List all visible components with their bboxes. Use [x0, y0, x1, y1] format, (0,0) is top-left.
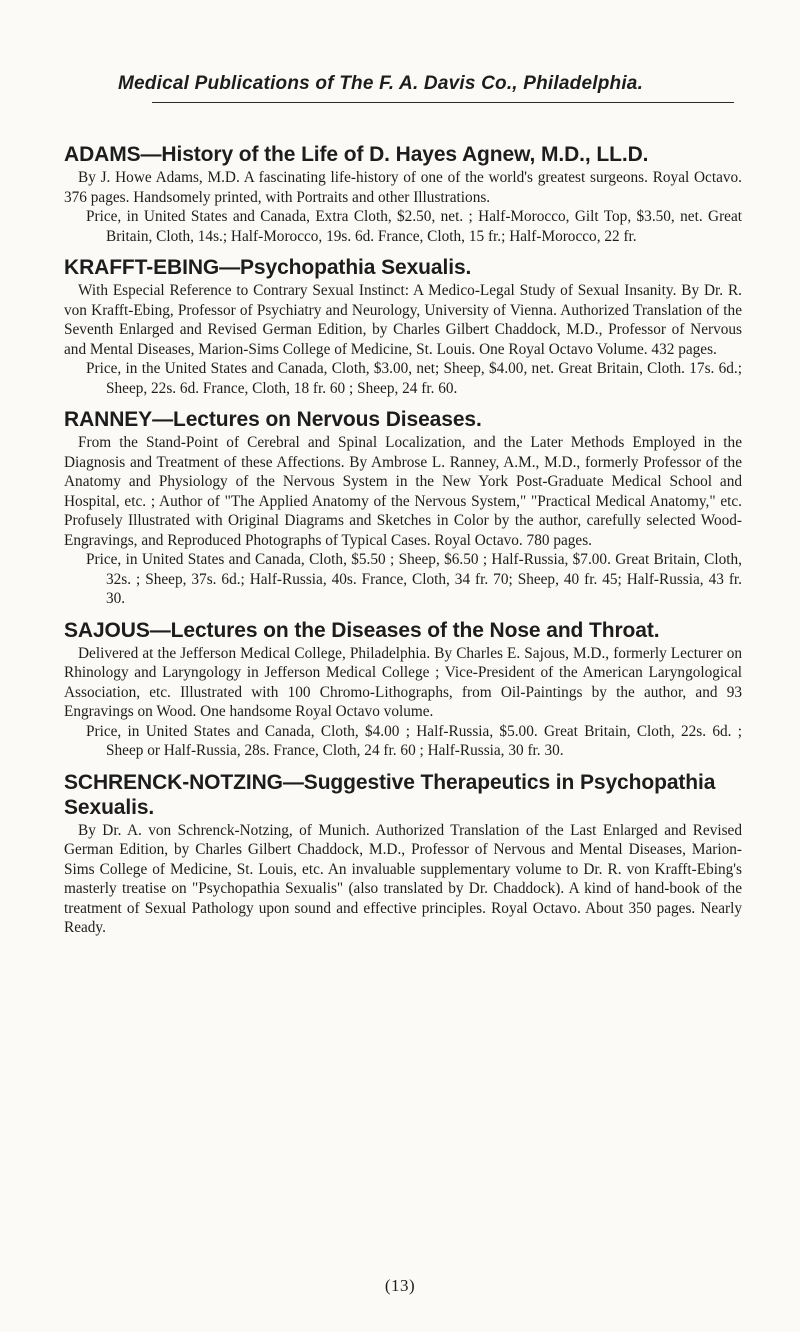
entry-title: RANNEY—Lectures on Nervous Diseases. [64, 408, 482, 431]
catalog-entry-schrenck-notzing [64, 770, 742, 938]
catalog-entry-adams [64, 142, 742, 246]
entry-description: By Dr. A. von Schrenck-Notzing, of Munich. Authorized Translation of the Last Enlarged and Revised German Edition, by Charles Gilbert Chaddock, M.D., Professor of Nervous and Mental Diseases, Marion-Sims College of Medicine, St. Louis, etc. An invaluable supplementary volume to Dr. R. von Krafft-Ebing's masterly treatise on "Psychopathia Sexualis" (also translated by Dr. Chaddock). A kind of hand-book of the treatment of Sexual Pathology upon sound and effective principles. Royal Octavo. About 350 pages. Nearly Ready. [64, 821, 742, 936]
entry-price: Price, in United States and Canada, Cloth, $5.50 ; Sheep, $6.50 ; Half-Russia, $7.00. Great Britain, Cloth, 32s. ; Sheep, 37s. 6d.; Half-Russia, 40s. France, Cloth, 34 fr. 70; Sheep, 40 fr. 45; Half-Russia, 43 fr. 30. [86, 551, 742, 607]
running-head: Medical Publications of The F. A. Davis Co., Philadelphia. [118, 73, 644, 94]
entry-title: SCHRENCK-NOTZING—Suggestive Therapeutics in Psychopathia Sexualis. [64, 770, 716, 819]
entry-title: KRAFFT-EBING—Psychopathia Sexualis. [64, 256, 472, 279]
page-number: (13) [384, 1276, 416, 1295]
entry-description: By J. Howe Adams, M.D. A fascinating life-history of one of the world's greatest surgeons. Royal Octavo. 376 pages. Handsomely printed, with Portraits and other Illustrations. [64, 169, 742, 206]
entry-price: Price, in United States and Canada, Cloth, $4.00 ; Half-Russia, $5.00. Great Britain, Cloth, 22s. 6d. ; Sheep or Half-Russia, 28s. France, Cloth, 24 fr. 60 ; Half-Russia, 30 fr. 30. [86, 722, 742, 759]
entry-price: Price, in United States and Canada, Extra Cloth, $2.50, net. ; Half-Morocco, Gilt Top, $3.50, net. Great Britain, Cloth, 14s.; Half-Morocco, 19s. 6d. France, Cloth, 15 fr.; Half-Morocco, 22 fr. [86, 208, 742, 245]
catalog-entry-sajous [64, 618, 742, 761]
entry-title: ADAMS—History of the Life of D. Hayes Agnew, M.D., LL.D. [64, 143, 649, 166]
entry-title: SAJOUS—Lectures on the Diseases of the Nose and Throat. [64, 618, 660, 642]
catalog-entry-ranney [64, 407, 742, 609]
entry-description: With Especial Reference to Contrary Sexual Instinct: A Medico-Legal Study of Sexual Insanity. By Dr. R. von Krafft-Ebing, Professor of Psychiatry and Neurology, University of Vienna. Authorized Translation of the Seventh Enlarged and Revised German Edition, by Charles Gilbert Chaddock, M.D., Professor of Nervous and Mental Diseases, Marion-Sims College of Medicine, St. Louis. One Royal Octavo Volume. 432 pages. [64, 282, 742, 358]
entry-price: Price, in the United States and Canada, Cloth, $3.00, net; Sheep, $4.00, net. Great Britain, Cloth. 17s. 6d.; Sheep, 22s. 6d. France, Cloth, 18 fr. 60 ; Sheep, 24 fr. 60. [86, 360, 742, 397]
catalog-entry-krafft-ebing [64, 255, 742, 398]
header-rule [152, 102, 734, 103]
catalog-entries [64, 142, 742, 947]
entry-description: From the Stand-Point of Cerebral and Spinal Localization, and the Later Methods Employed in the Diagnosis and Treatment of these Affections. By Ambrose L. Ranney, A.M., M.D., formerly Professor of the Anatomy and Physiology of the Nervous System in the New York Post-Graduate Medical School and Hospital, etc. ; Author of "The Applied Anatomy of the Nervous System," "Practical Medical Anatomy," etc. Profusely Illustrated with Original Diagrams and Sketches in Color by the author, carefully selected Wood-Engravings, and Reproduced Photographs of Typical Cases. Royal Octavo. 780 pages. [64, 434, 742, 549]
entry-description: Delivered at the Jefferson Medical College, Philadelphia. By Charles E. Sajous, M.D., formerly Lecturer on Rhinology and Laryngology in Jefferson Medical College ; Vice-President of the American Laryngological Association, etc. Illustrated with 100 Chromo-Lithographs, from Oil-Paintings by the author, and 93 Engravings on Wood. One handsome Royal Octavo volume. [64, 644, 742, 720]
